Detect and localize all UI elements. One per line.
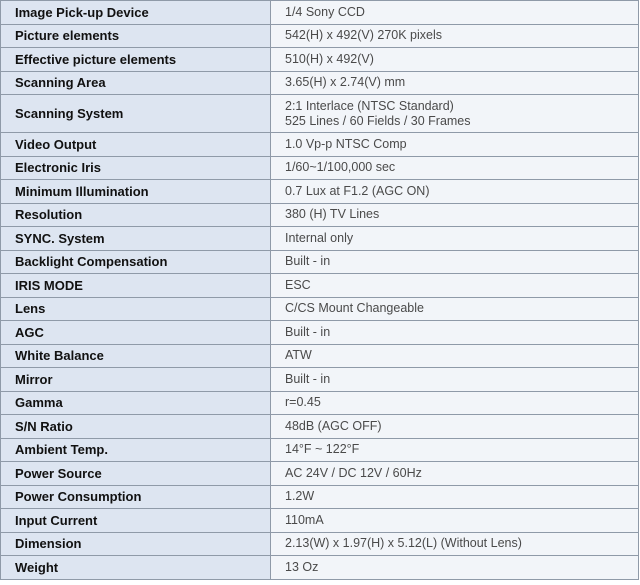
spec-value: [271, 297, 639, 321]
spec-row: [1, 415, 639, 439]
spec-value: [271, 391, 639, 415]
spec-value: [271, 1, 639, 25]
spec-value: [271, 203, 639, 227]
spec-row: [1, 24, 639, 48]
spec-value: [271, 415, 639, 439]
spec-value: [271, 133, 639, 157]
spec-label: Image Pick-up Device: [1, 1, 271, 25]
spec-label: IRIS MODE: [1, 274, 271, 298]
spec-label: Weight: [1, 556, 271, 580]
spec-row: [1, 71, 639, 95]
spec-row: [1, 156, 639, 180]
spec-value-line: 110mA: [285, 512, 324, 527]
spec-value: [271, 71, 639, 95]
spec-value-line: 48dB (AGC OFF): [285, 418, 382, 433]
spec-row: [1, 532, 639, 556]
spec-label: Dimension: [1, 532, 271, 556]
spec-label: Gamma: [1, 391, 271, 415]
spec-label: SYNC. System: [1, 227, 271, 251]
spec-value-line: 380 (H) TV Lines: [285, 207, 380, 222]
spec-label: Resolution: [1, 203, 271, 227]
spec-row: [1, 48, 639, 72]
spec-value: [271, 462, 639, 486]
spec-value: [271, 485, 639, 509]
spec-row: [1, 485, 639, 509]
spec-value-line: 1/4 Sony CCD: [285, 4, 365, 19]
spec-value-line: 1.0 Vp-p NTSC Comp: [285, 136, 407, 151]
spec-row: [1, 344, 639, 368]
spec-label: Power Source: [1, 462, 271, 486]
spec-label: White Balance: [1, 344, 271, 368]
spec-row: [1, 556, 639, 580]
spec-label: Lens: [1, 297, 271, 321]
spec-value-line: Internal only: [285, 230, 354, 245]
spec-table-body: [1, 1, 639, 580]
spec-row: [1, 1, 639, 25]
spec-value: [271, 180, 639, 204]
spec-value-line: 2.13(W) x 1.97(H) x 5.12(L) (Without Lens): [285, 536, 522, 551]
spec-value: [271, 227, 639, 251]
spec-value-line: 13 Oz: [285, 559, 319, 574]
spec-value-line: ATW: [285, 348, 312, 363]
spec-label: Minimum Illumination: [1, 180, 271, 204]
spec-label: Ambient Temp.: [1, 438, 271, 462]
spec-value-line: Built - in: [285, 324, 331, 339]
spec-value: [271, 95, 639, 133]
spec-value-line: Built - in: [285, 254, 331, 269]
spec-value-line: 0.7 Lux at F1.2 (AGC ON): [285, 183, 430, 198]
spec-value-line: 14°F ~ 122°F: [285, 442, 360, 457]
spec-row: [1, 462, 639, 486]
spec-row: [1, 438, 639, 462]
spec-value-line: 3.65(H) x 2.74(V) mm: [285, 75, 406, 90]
spec-value: [271, 438, 639, 462]
spec-value: [271, 509, 639, 533]
spec-row: [1, 368, 639, 392]
spec-value: [271, 321, 639, 345]
spec-value-line: 542(H) x 492(V) 270K pixels: [285, 28, 443, 43]
spec-row: [1, 321, 639, 345]
spec-row: [1, 203, 639, 227]
spec-value: [271, 156, 639, 180]
spec-label: Electronic Iris: [1, 156, 271, 180]
spec-label: Power Consumption: [1, 485, 271, 509]
spec-label: Backlight Compensation: [1, 250, 271, 274]
spec-value: [271, 556, 639, 580]
spec-value: [271, 532, 639, 556]
spec-value-line: 510(H) x 492(V): [285, 51, 374, 66]
spec-value-line: 525 Lines / 60 Fields / 30 Frames: [285, 113, 471, 128]
spec-value-line: 2:1 Interlace (NTSC Standard): [285, 98, 454, 113]
spec-row: [1, 250, 639, 274]
spec-value: [271, 344, 639, 368]
spec-row: [1, 180, 639, 204]
spec-value-line: r=0.45: [285, 395, 321, 410]
spec-row: [1, 95, 639, 133]
spec-label: S/N Ratio: [1, 415, 271, 439]
spec-value-line: AC 24V / DC 12V / 60Hz: [285, 465, 422, 480]
spec-label: Input Current: [1, 509, 271, 533]
spec-value-line: ESC: [285, 277, 311, 292]
spec-value: [271, 274, 639, 298]
spec-label: Scanning Area: [1, 71, 271, 95]
spec-value: [271, 368, 639, 392]
spec-label: Effective picture elements: [1, 48, 271, 72]
spec-label: Picture elements: [1, 24, 271, 48]
spec-row: [1, 133, 639, 157]
spec-value: [271, 48, 639, 72]
spec-row: [1, 227, 639, 251]
spec-row: [1, 391, 639, 415]
spec-value-line: 1/60~1/100,000 sec: [285, 160, 396, 175]
spec-value-line: 1.2W: [285, 489, 315, 504]
spec-value: [271, 250, 639, 274]
spec-row: [1, 274, 639, 298]
spec-label: Video Output: [1, 133, 271, 157]
spec-value: [271, 24, 639, 48]
spec-value-line: Built - in: [285, 371, 331, 386]
spec-row: [1, 509, 639, 533]
spec-label: Mirror: [1, 368, 271, 392]
spec-value-line: C/CS Mount Changeable: [285, 301, 424, 316]
spec-label: AGC: [1, 321, 271, 345]
spec-row: [1, 297, 639, 321]
spec-label: Scanning System: [1, 95, 271, 133]
